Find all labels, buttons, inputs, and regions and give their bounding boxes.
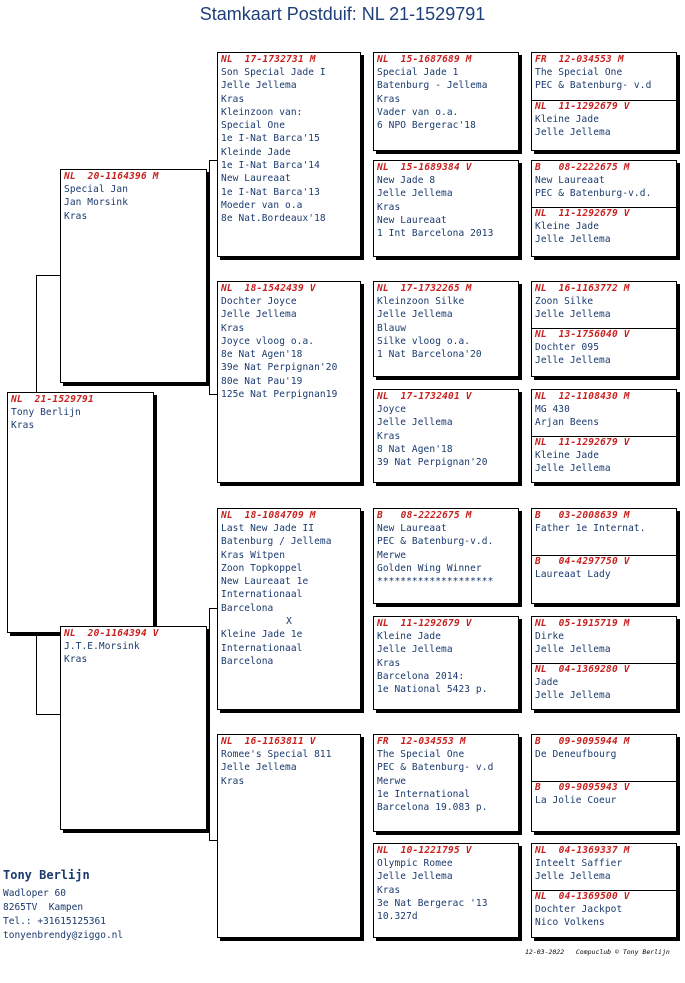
ring-number: NL 04-1369500 V [535,891,630,902]
detail-line: Kras Witpen [221,549,286,561]
detail-line: Dochter 095 [535,342,600,353]
pigeon-card-fff[interactable] [373,52,519,151]
detail-line: Kras [11,420,35,432]
detail-line: Merwe [377,775,407,787]
detail-line: La Jolie Coeur [535,795,617,806]
detail-line: Internationaal [221,589,303,601]
detail-line: PEC & Batenburg- v.d [535,80,652,92]
detail-line: 1 Nat Barcelona'20 [377,349,482,361]
detail-line: Kleinzoon van: [221,106,303,118]
ring-number: NL 17-1732265 M [377,283,472,294]
ring-number: NL 17-1732731 M [221,54,316,65]
detail-line: J.T.E.Morsink [64,641,140,652]
connector-line [36,275,60,276]
pigeon-card-mmf[interactable] [373,734,519,832]
detail-line: De Deneufbourg [535,749,617,760]
detail-line: Jade [535,677,559,688]
detail-line: Internationaal [221,642,303,654]
ring-number: B 08-2222675 M [377,510,472,521]
detail-line: Zoon Silke [535,296,594,307]
ring-number: NL 11-1292679 V [535,437,630,448]
detail-line: Kleine Jade 1e [221,629,303,641]
detail-line: 39e Nat Perpignan'20 [221,362,338,374]
detail-line: Father 1e Internat. [535,523,646,534]
ring-number: NL 11-1292679 V [377,618,472,629]
detail-line: New Laureaat [377,523,447,534]
detail-line: Jelle Jellema [221,762,297,774]
detail-line: Kleine Jade [535,450,600,461]
ring-number: B 09-9095943 V [535,782,630,793]
detail-line: Special Jade 1 [377,67,459,78]
connector-line [209,608,217,609]
detail-line: Moeder van o.a [221,199,303,211]
detail-line: Barcelona [221,602,274,614]
ring-number: NL 16-1163772 M [535,283,630,294]
ring-number: NL 04-1369337 M [535,845,630,856]
ring-number: NL 13-1756040 V [535,329,630,340]
pigeon-card-mm[interactable] [217,734,361,938]
detail-line: Vader van o.a. [377,106,459,118]
pigeon-card-ff[interactable] [217,52,361,257]
pigeon-pair-g5[interactable] [531,281,677,377]
detail-line: Kleine Jade [377,631,442,642]
detail-line: Joyce vloog o.a. [221,335,315,347]
detail-line: Jelle Jellema [535,871,611,883]
detail-line: Golden Wing Winner [377,562,482,574]
detail-line: Jelle Jellema [377,417,453,429]
detail-line: Jelle Jellema [535,355,611,367]
detail-line: Jelle Jellema [535,690,611,702]
detail-line: 1e I-Nat Barca'13 [221,186,320,198]
owner-name: Tony Berlijn [3,868,90,882]
detail-line: Kras [377,93,401,105]
pigeon-card-mother[interactable] [60,626,207,830]
detail-line: Kras [64,654,88,666]
detail-line: Son Special Jade I [221,67,326,78]
ring-number: B 04-4297750 V [535,556,630,567]
detail-line: MG 430 [535,404,570,415]
detail-line: New Laureaat [221,173,291,185]
detail-line: 8 Nat Agen'18 [377,443,453,455]
detail-line: 1 Int Barcelona 2013 [377,228,494,240]
detail-line: 39 Nat Perpignan'20 [377,457,488,469]
detail-line: Kras [221,93,245,105]
ring-number: FR 12-034553 M [535,54,624,65]
detail-line: Jelle Jellema [377,871,453,883]
pigeon-pair-g5[interactable] [531,843,677,938]
pigeon-card-mff[interactable] [373,508,519,604]
detail-line: Kras [221,322,245,334]
detail-line: 3e Nat Bergerac '13 [377,897,488,909]
detail-line: Jelle Jellema [377,188,453,200]
detail-line: Jelle Jellema [535,234,611,246]
pigeon-card-mmm[interactable] [373,843,519,938]
ring-number: NL 11-1292679 V [535,208,630,219]
ring-number: NL 15-1687689 M [377,54,472,65]
pigeon-pair-g5[interactable] [531,160,677,257]
detail-line: Kras [377,884,401,896]
ring-number: NL 10-1221795 V [377,845,472,856]
owner-city: 8265TV Kampen [3,902,84,913]
detail-line: Jelle Jellema [221,309,297,321]
detail-line: PEC & Batenburg- v.d [377,762,494,774]
detail-line: Jelle Jellema [377,644,453,656]
detail-line: Nico Volkens [535,917,605,929]
detail-line: Kleinzoon Silke [377,296,465,307]
pigeon-card-mfm[interactable] [373,616,519,710]
detail-line: Jelle Jellema [535,127,611,139]
pigeon-pair-g5[interactable] [531,734,677,832]
detail-line: Romee's Special 811 [221,749,332,760]
detail-line: 1e I-Nat Barca'14 [221,160,320,172]
detail-line: Arjan Beens [535,417,600,429]
connector-line [36,714,60,715]
pigeon-pair-g5[interactable] [531,389,677,483]
owner-phone: Tel.: +31615125361 [3,916,106,927]
detail-line: PEC & Batenburg-v.d. [377,536,494,548]
detail-line: X [286,616,292,628]
detail-line: 1e I-Nat Barca'15 [221,133,320,145]
connector-line [209,840,217,841]
pigeon-card-mf[interactable] [217,508,361,710]
detail-line: Kleine Jade [535,114,600,125]
detail-line: New Laureaat [377,214,447,226]
ring-number: NL 21-1529791 [11,394,94,405]
connector-line [209,608,210,841]
ring-number: NL 11-1292679 V [535,101,630,112]
detail-line: Zoon Topkoppel [221,562,303,574]
detail-line: Barcelona 2014: [377,670,465,682]
owner-email[interactable]: tonyenbrendy@ziggo.nl [3,930,124,941]
detail-line: Kras [377,201,401,213]
detail-line: Dirke [535,631,565,642]
pigeon-card-subject[interactable] [7,392,154,633]
ring-number: NL 16-1163811 V [221,736,316,747]
detail-line: Olympic Romee [377,858,453,869]
detail-line: Barcelona [221,655,274,667]
ring-number: NL 18-1084709 M [221,510,316,521]
pigeon-pair-g5[interactable] [531,52,677,151]
connector-line [209,160,210,395]
pigeon-card-fmm[interactable] [373,389,519,483]
detail-line: PEC & Batenburg-v.d. [535,188,652,200]
detail-line: Kleine Jade [535,221,600,232]
detail-line: Kras [377,657,401,669]
detail-line: Jelle Jellema [377,309,453,321]
detail-line: 8e Nat.Bordeaux'18 [221,213,326,225]
detail-line: 6 NPO Bergerac'18 [377,120,476,132]
ring-number: B 03-2008639 M [535,510,630,521]
pigeon-pair-g5[interactable] [531,508,677,604]
detail-line: 10.327d [377,911,418,923]
detail-line: Kras [64,210,88,222]
detail-line: Blauw [377,322,407,334]
detail-line: New Laureaat [535,175,605,186]
detail-line: Laureaat Lady [535,569,611,580]
detail-line: 80e Nat Pau'19 [221,375,303,387]
detail-line: Tony Berlijn [11,407,81,418]
ring-number: NL 15-1689384 V [377,162,472,173]
ring-number: NL 04-1369280 V [535,664,630,675]
pigeon-pair-g5[interactable] [531,616,677,710]
detail-line: Dochter Joyce [221,296,297,307]
ring-number: NL 20-1164396 M [64,171,159,182]
page-title: Stamkaart Postduif: NL 21-1529791 [199,4,486,24]
ring-number: FR 12-034553 M [377,736,466,747]
detail-line: Barcelona 19.083 p. [377,802,488,814]
detail-line: The Special One [535,67,623,78]
pigeon-card-father[interactable] [60,169,207,383]
detail-line: ******************** [377,576,494,588]
detail-line: New Laureaat 1e [221,576,309,588]
detail-line: The Special One [377,749,465,760]
detail-line: Jan Morsink [64,197,129,209]
pigeon-card-ffm[interactable] [373,160,519,257]
ring-number: NL 20-1164394 V [64,628,159,639]
detail-line: Jelle Jellema [535,463,611,475]
detail-line: Inteelt Saffier [535,858,623,869]
owner-street: Wadloper 60 [3,888,66,899]
ring-number: NL 18-1542439 V [221,283,316,294]
detail-line: Silke vloog o.a. [377,335,471,347]
detail-line: Batenburg - Jellema [377,80,488,92]
ring-number: NL 12-1108430 M [535,391,630,402]
detail-line: Jelle Jellema [221,80,297,92]
detail-line: Special One [221,120,286,132]
detail-line: Batenburg / Jellema [221,536,332,548]
ring-number: B 09-9095944 M [535,736,630,747]
ring-number: NL 05-1915719 M [535,618,630,629]
connector-line [209,160,217,161]
detail-line: Jelle Jellema [535,644,611,656]
detail-line: Special Jan [64,184,129,195]
detail-line: Kleinde Jade [221,146,291,158]
detail-line: 1e National 5423 p. [377,684,488,696]
detail-line: Kras [221,775,245,787]
detail-line: 8e Nat Agen'18 [221,349,303,361]
detail-line: Last New Jade II [221,523,315,534]
detail-line: Merwe [377,549,407,561]
ring-number: NL 17-1732401 V [377,391,472,402]
detail-line: Kras [377,430,401,442]
detail-line: Joyce [377,404,407,415]
ring-number: B 08-2222675 M [535,162,630,173]
detail-line: Dochter Jackpot [535,904,623,915]
pigeon-card-fmf[interactable] [373,281,519,377]
pigeon-card-fm[interactable] [217,281,361,483]
detail-line: New Jade 8 [377,175,436,186]
detail-line: 1e International [377,788,471,800]
connector-line [209,394,217,395]
detail-line: 125e Nat Perpignan19 [221,389,338,401]
footer-credit: 12-03-2022 Compuclub © Tony Berlijn [525,948,670,956]
detail-line: Jelle Jellema [535,309,611,321]
